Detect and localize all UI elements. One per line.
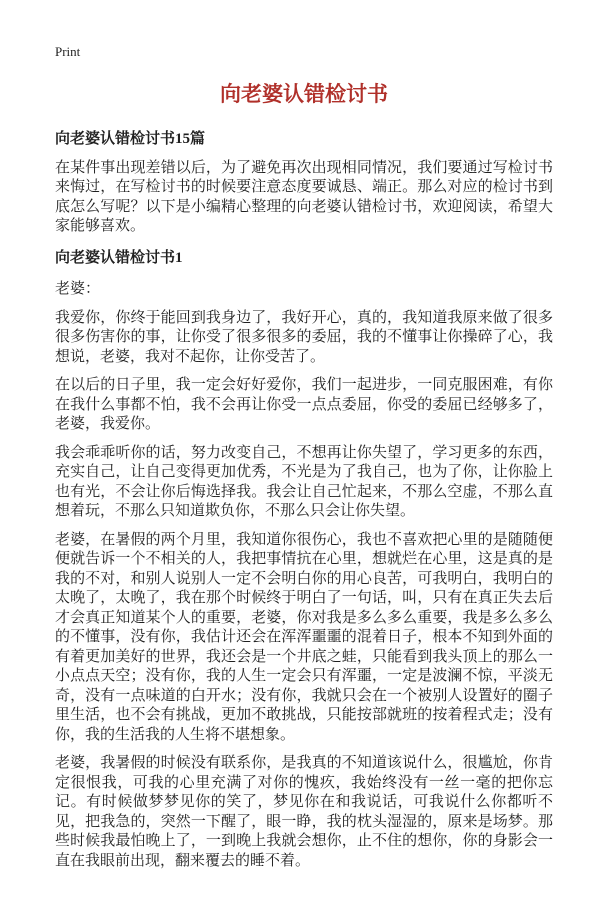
- section-heading: 向老婆认错检讨书1: [55, 249, 183, 266]
- body-paragraph: 老婆，我暑假的时候没有联系你，是我真的不知道该说什么，很尴尬，你肯定很恨我，可我的心里充满了对你的愧疚，我始终没有一丝一毫的把你忘记。有时候做梦梦见你的笑了，梦见你在和我说话，可我说什么你都听不见，把我急的，突然一下醒了，眼一睁，我的枕头湿湿的，原来是场梦。那些时候我最怕晚上了，一到晚上我就会想你，止不住的想你，你的身影会一直在我眼前出现，翻来覆去的睡不着。: [55, 755, 553, 869]
- body-paragraph: 老婆，在暑假的两个月里，我知道你很伤心，我也不喜欢把心里的是随随便便就告诉一个不相关的人，我把事情抗在心里，想就烂在心里，这是真的是我的不对，和别人说别人一定不会明白你的用心良苦，可我明白，我明白的太晚了，太晚了，我在那个时候终于明白了一句话，叫，只有在真正失去后才会真正知道某个人的重要，老婆，你对我是多么多么重要，我是多么多么的不懂事，没有你，我估计还会在浑浑噩噩的混着日子，根本不知到外面的有着更加美好的世界，我还会是一个井底之蛙，只能看到我头顶上的那么一小点点天空；没有你，我的人生一定会只有浑噩，一定是波澜不惊，平淡无奇，没有一点味道的白开水；没有你，我就只会在一个被别人设置好的圈子里生活，也不会有挑战，更加不敢挑战，只能按部就班的按着程式走；没有你，我的生活我的人生将不堪想象。: [55, 531, 553, 743]
- print-link[interactable]: Print: [55, 44, 81, 59]
- page-title: 向老婆认错检讨书: [220, 82, 388, 106]
- intro-paragraph: 在某件事出现差错以后，为了避免再次出现相同情况，我们要通过写检讨书来悔过，在写检讨书的时候要注意态度要诚恳、端正。那么对应的检讨书到底怎么写呢？以下是小编精心整理的向老婆认错检讨书，欢迎阅读，希望大家能够喜欢。: [55, 159, 553, 234]
- body-paragraph: 在以后的日子里，我一定会好好爱你，我们一起进步，一同克服困难，有你在我什么事都不怕，我不会再让你受一点点委屈，你受的委屈已经够多了，老婆，我爱你。: [55, 377, 553, 432]
- article-subtitle: 向老婆认错检讨书15篇: [55, 131, 206, 147]
- body-paragraph: 我会乖乖听你的话，努力改变自己，不想再让你失望了，学习更多的东西，充实自己，让自己变得更加优秀，不光是为了我自己，也为了你，让你脸上也有光，不会让你后悔选择我。我会让自己忙起来，不那么空虚，不那么直想着玩，不那么只知道欺负你，不那么只会让你失望。: [55, 444, 553, 519]
- body-paragraph: 我爱你，你终于能回到我身边了，我好开心，真的，我知道我原来做了很多很多伤害你的事，让你受了很多很多的委屈，我的不懂事让你操碎了心，我想说，老婆，我对不起你，让你受苦了。: [55, 309, 553, 365]
- salutation: 老婆：: [55, 281, 101, 297]
